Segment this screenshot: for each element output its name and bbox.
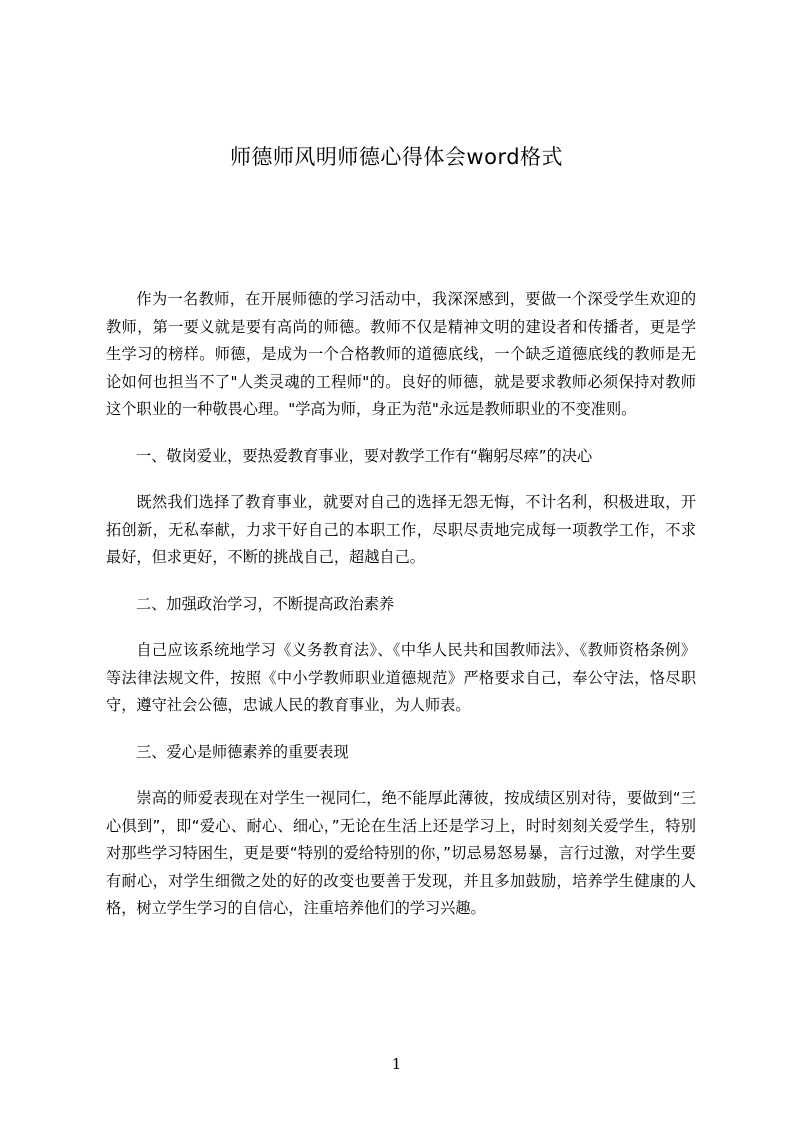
section-1-paragraph: 既然我们选择了教育事业，就要对自己的选择无怨无悔，不计名利，积极进取，开拓创新，无私奉献，力求干好自己的本职工作，尽职尽责地完成每一项教学工作，不求最好，但求更好，不断的挑战自己，超越自己。: [106, 493, 696, 566]
paragraph-spacer: [106, 720, 696, 739]
paragraph-spacer: [106, 766, 696, 785]
document-title: 师德师风明师德心得体会word格式: [229, 145, 564, 169]
section-3-heading: 三、爱心是师德素养的重要表现: [136, 742, 349, 761]
section-1-heading: 一、敬岗爱业，要热爱教育事业，要对教学工作有“鞠躬尽瘁”的决心: [136, 446, 593, 465]
section-2-paragraph: 自己应该系统地学习《义务教育法》、《中华人民共和国教师法》、《教师资格条例》等法律法规文件，按照《中小学教师职业道德规范》严格要求自己，奉公守法，恪尽职守，遵守社会公德，忠诚人民的教育事业，为人师表。: [106, 641, 696, 714]
paragraph-spacer: [106, 618, 696, 637]
section-2-heading: 二、加强政治学习，不断提高政治素养: [136, 594, 395, 613]
paragraph-spacer: [106, 424, 696, 443]
document-body: [106, 286, 696, 923]
section-3-paragraph: 崇高的师爱表现在对学生一视同仁，绝不能厚此薄彼，按成绩区别对待，要做到“三心俱到”，即“爱心、耐心、细心，”无论在生活上还是学习上，时时刻刻关爱学生，特别对那些学习特困生，更是要“特别的爱给特别的你，”切忌易怒易暴，言行过激，对学生要有耐心，对学生细微之处的好的改变也要善于发现，并且多加鼓励，培养学生健康的人格，树立学生学习的自信心，注重培养他们的学习兴趣。: [106, 789, 696, 917]
intro-paragraph: 作为一名教师，在开展师德的学习活动中，我深深感到，要做一个深受学生欢迎的教师，第一要义就是要有高尚的师德。教师不仅是精神文明的建设者和传播者，更是学生学习的榜样。师德，是成为一个合格教师的道德底线，一个缺乏道德底线的教师是无论如何也担当不了"人类灵魂的工程师"的。良好的师德，就是要求教师必须保持对教师这个职业的一种敬畏心理。"学高为师，身正为范"永远是教师职业的不变准则。: [106, 290, 696, 418]
page-number: 1: [391, 1055, 402, 1073]
paragraph-spacer: [106, 470, 696, 489]
paragraph-spacer: [106, 572, 696, 591]
